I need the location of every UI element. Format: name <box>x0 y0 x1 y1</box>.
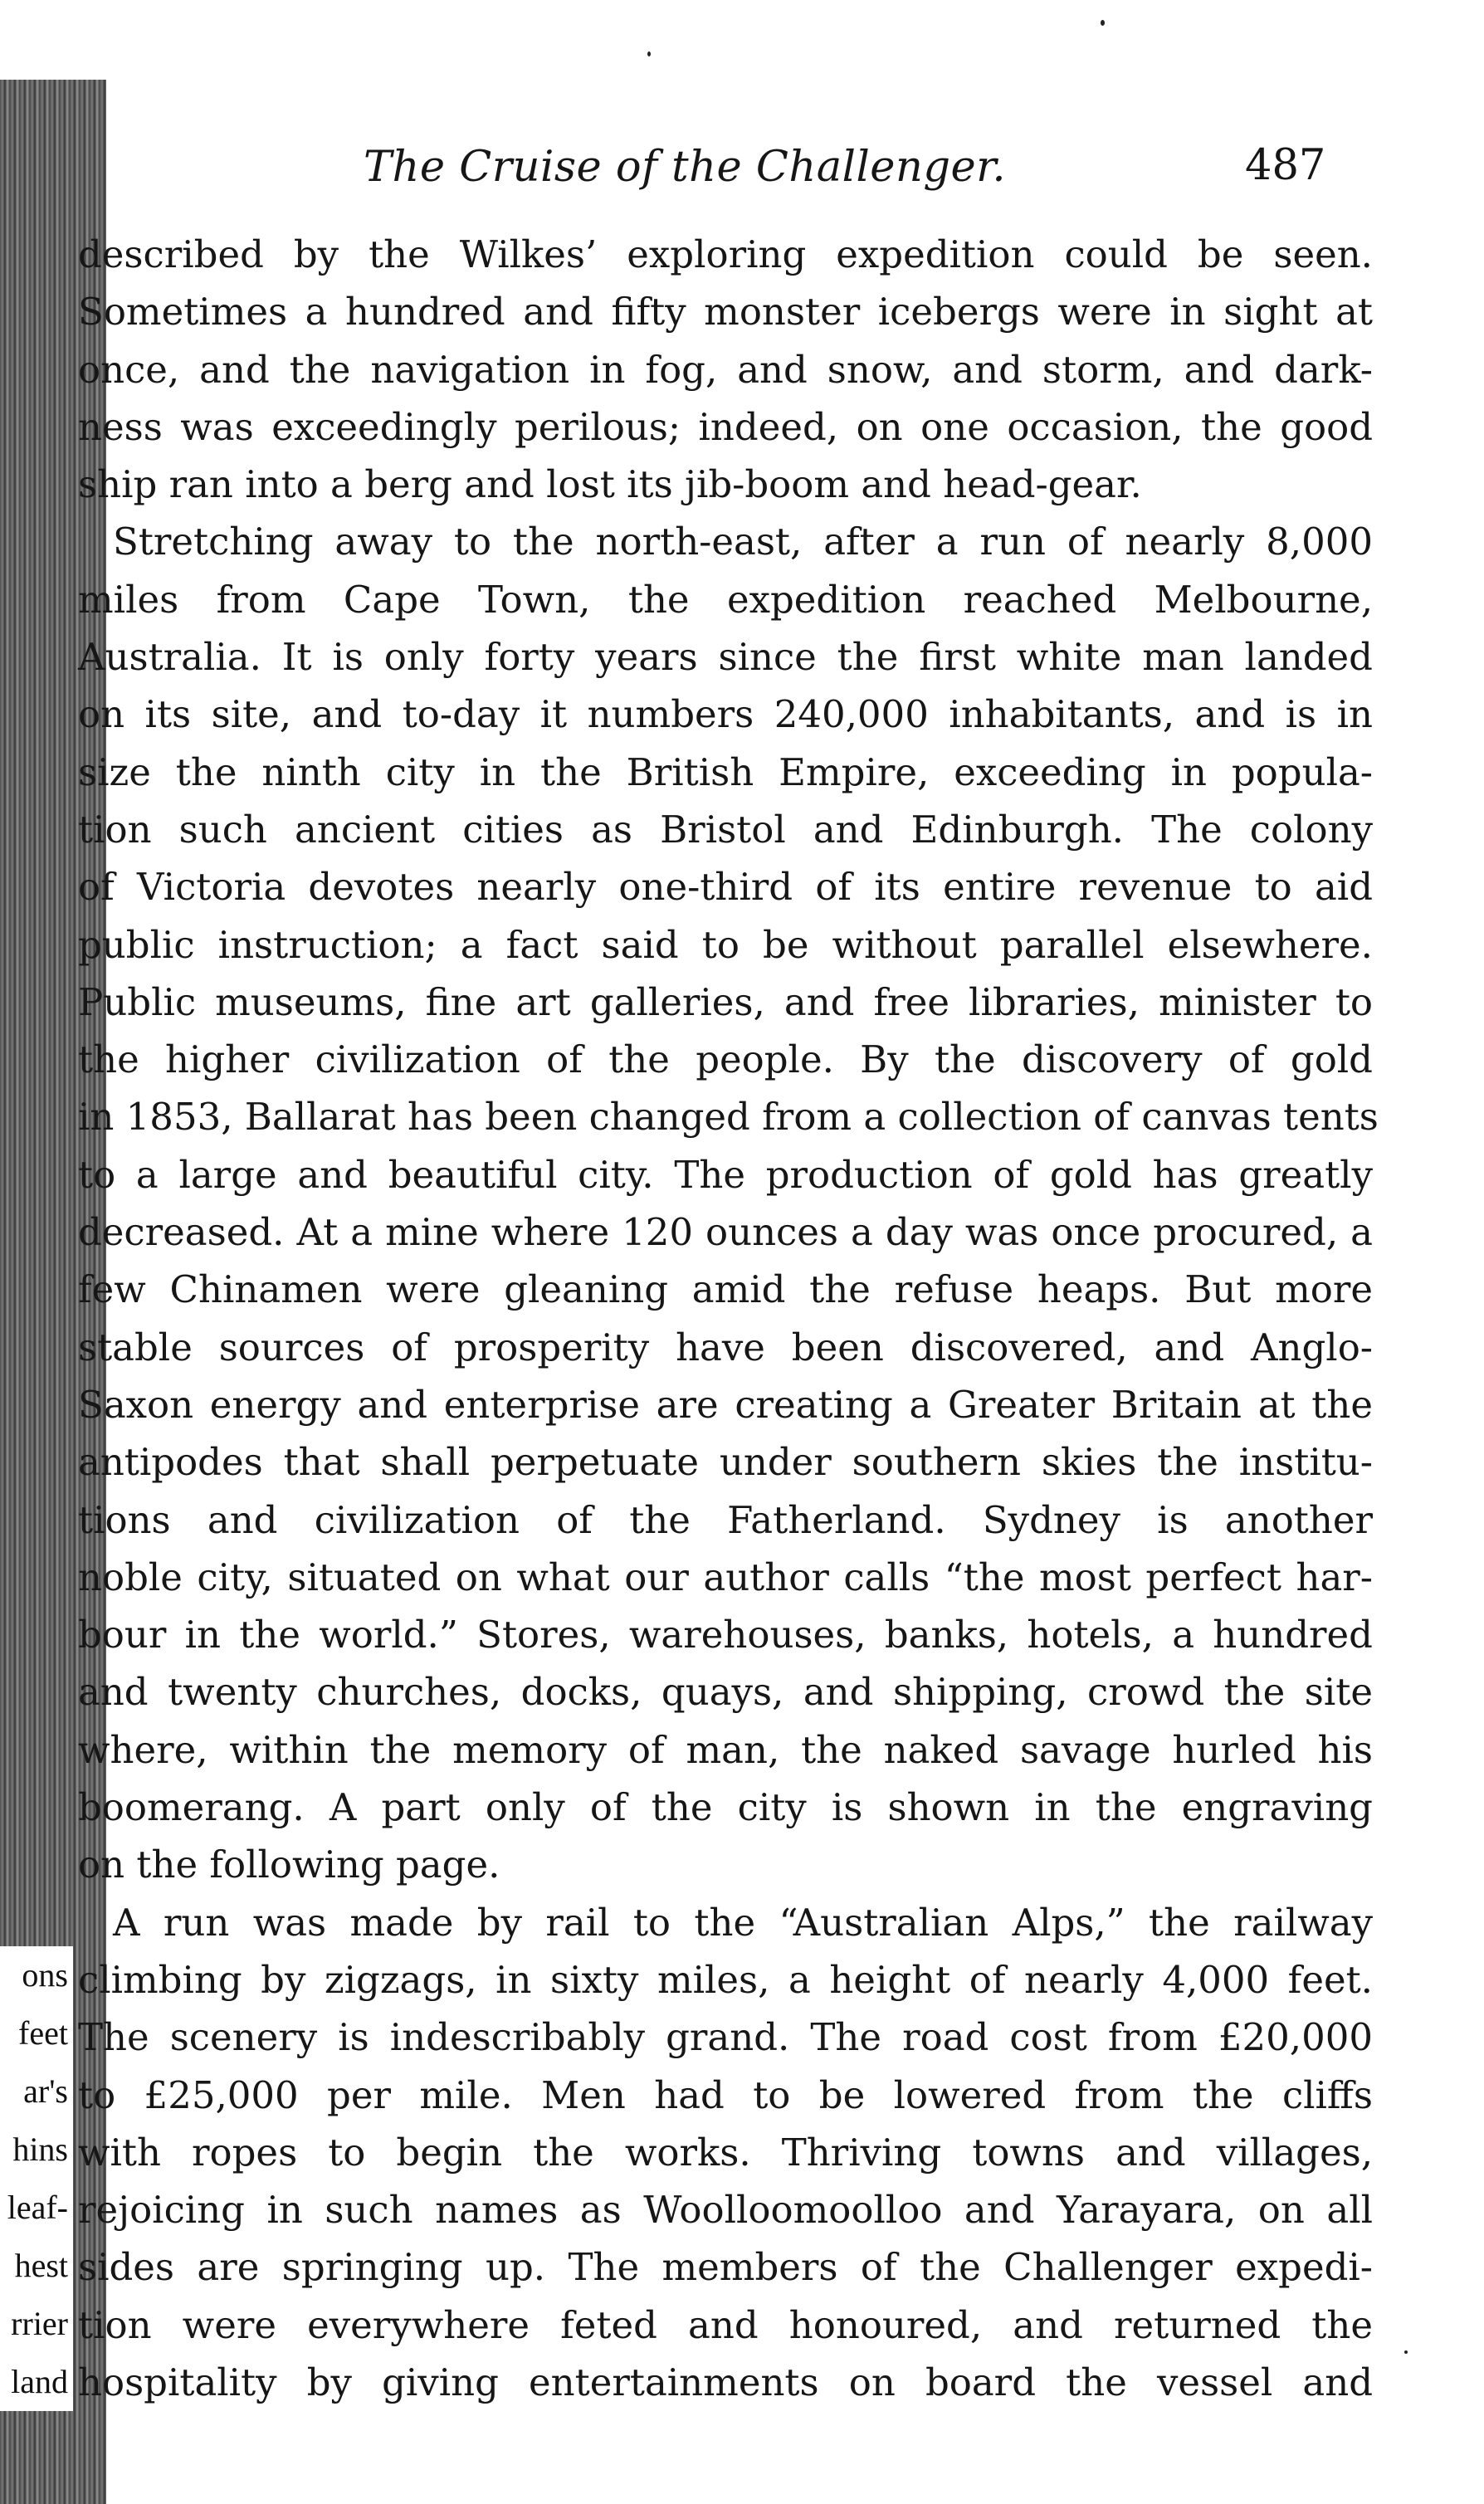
text-line: climbing by zigzags, in sixty miles, a height of nearly 4,000 feet. <box>78 1957 1373 2002</box>
text-line: in 1853, Ballarat has been changed from a collection of canvas tents <box>78 1095 1379 1140</box>
scan-speck <box>1101 20 1105 26</box>
text-line: sides are springing up. The members of the Challenger expedi- <box>78 2245 1373 2290</box>
fragment-line: ons <box>22 1956 68 1994</box>
text-line: miles from Cape Town, the expedition reached Melbourne, <box>78 577 1373 622</box>
fragment-line: feet <box>18 2014 68 2052</box>
text-line: described by the Wilkes’ exploring expedition could be seen. <box>78 232 1373 276</box>
fragment-line: ar's <box>23 2072 68 2110</box>
text-line: tion were everywhere feted and honoured, and returned the <box>78 2302 1373 2347</box>
fragment-line: rrier <box>11 2305 68 2342</box>
text-line: rejoicing in such names as Woolloomoolloo and Yarayara, on all <box>78 2188 1373 2233</box>
text-line: stable sources of prosperity have been discovered, and Anglo- <box>78 1325 1373 1369</box>
text-line: Public museums, fine art galleries, and free libraries, minister to <box>78 979 1373 1024</box>
text-line: Saxon energy and enterprise are creating a Greater Britain at the <box>78 1382 1373 1427</box>
text-line: tions and civilization of the Fatherland. Sydney is another <box>78 1497 1373 1542</box>
adjacent-page-fragments <box>0 1946 73 2411</box>
text-line: decreased. At a mine where 120 ounces a day was once procured, a <box>78 1210 1373 1255</box>
text-line: The scenery is indescribably grand. The road cost from £20,000 <box>78 2015 1373 2060</box>
fragment-line: hins <box>12 2131 68 2168</box>
text-line: once, and the navigation in fog, and snow, and storm, and dark- <box>78 347 1373 392</box>
text-line: of Victoria devotes nearly one-third of its entire revenue to aid <box>78 865 1373 910</box>
text-line: on the following page. <box>78 1843 500 1887</box>
text-line: tion such ancient cities as Bristol and Edinburgh. The colony <box>78 807 1373 852</box>
text-line: boomerang. A part only of the city is shown in the engraving <box>78 1785 1373 1830</box>
text-line: public instruction; a fact said to be without parallel elsewhere. <box>78 922 1373 967</box>
fragment-line: land <box>11 2363 68 2400</box>
fragment-line: leaf- <box>7 2189 68 2226</box>
text-line: noble city, situated on what our author calls “the most perfect har- <box>78 1555 1373 1599</box>
text-line: antipodes that shall perpetuate under southern skies the institu- <box>78 1440 1373 1485</box>
text-line: with ropes to begin the works. Thriving towns and villages, <box>78 2130 1373 2175</box>
text-line: Sometimes a hundred and fifty monster icebergs were in sight at <box>78 290 1373 334</box>
fragment-line: hest <box>14 2247 68 2284</box>
text-line: to a large and beautiful city. The production of gold has greatly <box>78 1152 1373 1197</box>
text-line: Australia. It is only forty years since the first white man landed <box>78 635 1373 680</box>
running-title: The Cruise of the Challenger. <box>364 143 1007 192</box>
scan-speck <box>647 51 651 56</box>
text-line: hospitality by giving entertainments on board the vessel and <box>78 2360 1373 2404</box>
text-line: ship ran into a berg and lost its jib-boom and head-gear. <box>78 462 1142 507</box>
text-line: where, within the memory of man, the naked savage hurled his <box>78 1727 1373 1772</box>
page-number: 487 <box>1245 141 1326 190</box>
text-line: to £25,000 per mile. Men had to be lowered from the cliffs <box>78 2072 1373 2117</box>
text-line: bour in the world.” Stores, warehouses, banks, hotels, a hundred <box>78 1613 1373 1657</box>
text-line: Stretching away to the north-east, after a run of nearly 8,000 <box>113 520 1373 564</box>
text-line: on its site, and to-day it numbers 240,000 inhabitants, and is in <box>78 692 1373 737</box>
text-line: few Chinamen were gleaning amid the refuse heaps. But more <box>78 1267 1373 1312</box>
text-line: the higher civilization of the people. By the discovery of gold <box>78 1037 1373 1082</box>
text-line: ness was exceedingly perilous; indeed, on one occasion, the good <box>78 404 1373 449</box>
text-line: size the ninth city in the British Empire, exceeding in popula- <box>78 749 1373 794</box>
body-text <box>78 226 1379 2411</box>
text-line: and twenty churches, docks, quays, and shipping, crowd the site <box>78 1670 1373 1715</box>
scan-speck <box>1404 2350 1408 2354</box>
text-line: A run was made by rail to the “Australian Alps,” the railway <box>113 1900 1373 1945</box>
